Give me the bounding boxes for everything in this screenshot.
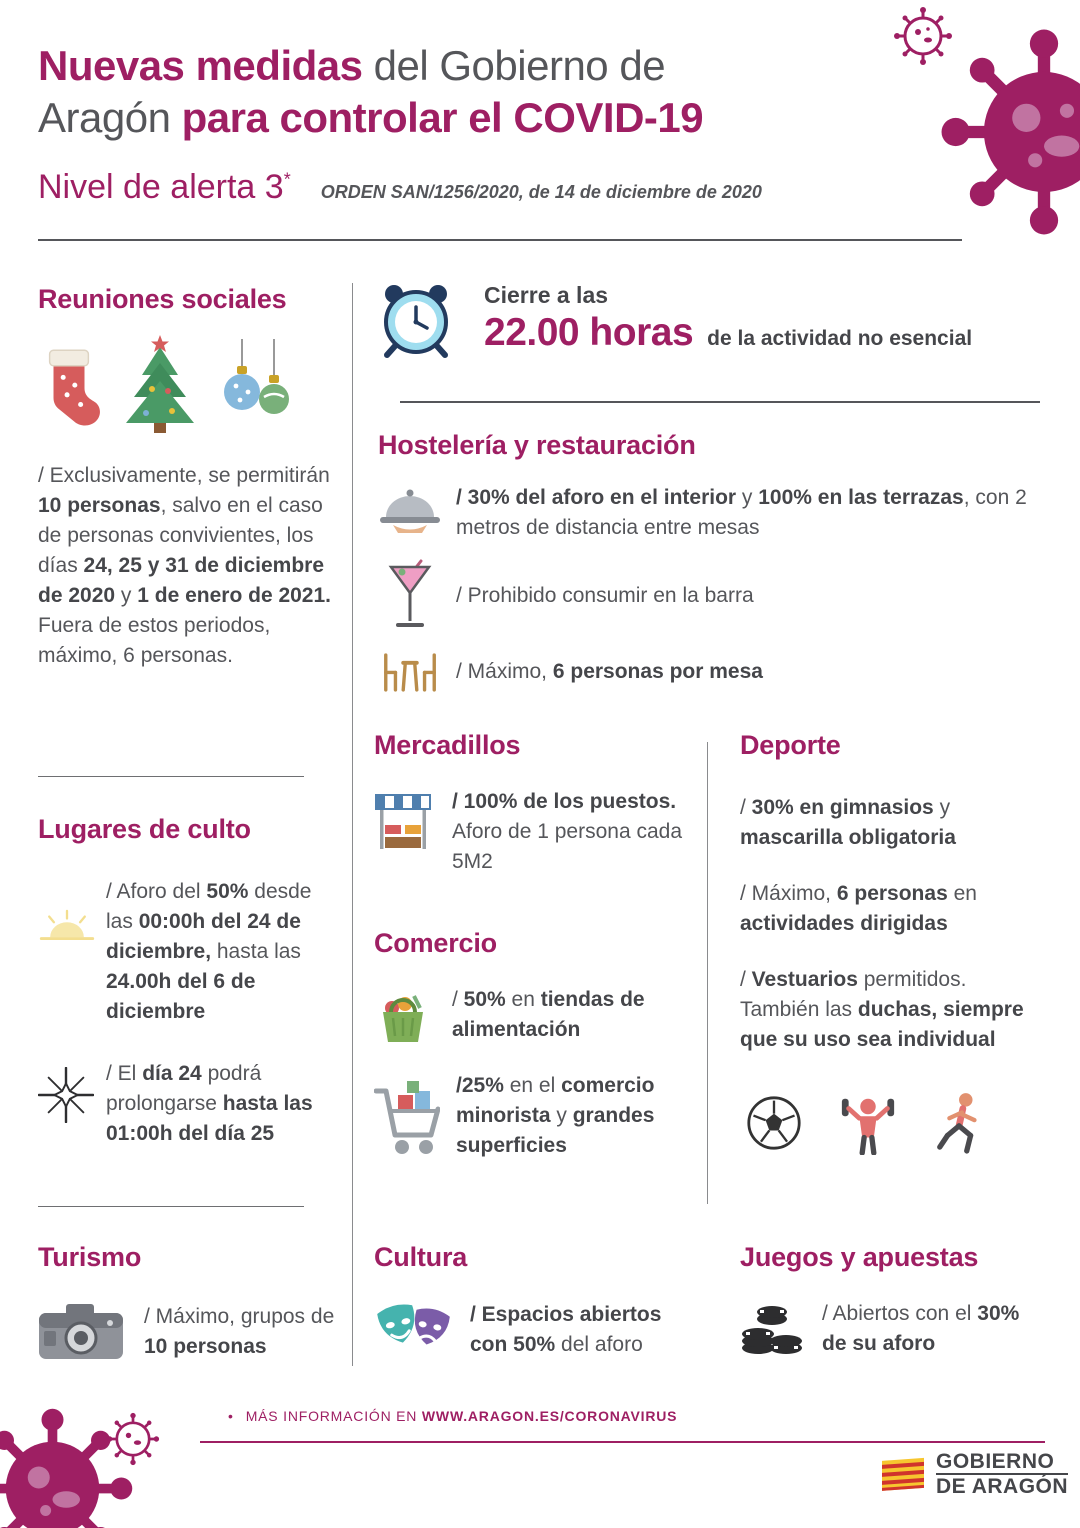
- section-mercadillos: [374, 730, 686, 877]
- culto-title: Lugares de culto: [38, 814, 251, 844]
- section-comercio: [374, 928, 692, 1161]
- cierre-time: 22.00 horas: [484, 311, 694, 354]
- hosteleria-text-1: / 30% del aforo en el interior y 100% en las terrazas, con 2 metros de distancia entre mesas: [456, 486, 1027, 539]
- hosteleria-title: Hostelería y restauración: [378, 430, 696, 460]
- comercio-text-2: /25% en el comercio minorista y grandes superficies: [456, 1074, 655, 1157]
- title-highlight-1: Nuevas medidas: [38, 42, 363, 89]
- deporte-text-3: / Vestuarios permitidos. También las duchas, siempre que su uso sea individual: [740, 968, 1024, 1051]
- virus-icon: [938, 26, 1080, 238]
- page-title: Nuevas medidas del Gobierno de Aragón para controlar el COVID-19: [38, 42, 704, 141]
- footer-divider: [200, 1441, 1045, 1443]
- cierre-tail: de la actividad no esencial: [707, 327, 973, 350]
- culto-item: [38, 877, 342, 1027]
- coronavirus-info-link[interactable]: WWW.ARAGON.ES/CORONAVIRUS: [421, 1408, 678, 1424]
- divider: [400, 401, 1040, 403]
- shopping-cart-icon: [374, 1079, 440, 1159]
- juegos-item: [740, 1299, 1046, 1359]
- market-stall-icon: [374, 791, 432, 853]
- gobierno-aragon-logo: [880, 1450, 1068, 1498]
- running-icon: [934, 1091, 986, 1155]
- cultura-item: [374, 1299, 692, 1361]
- alert-level: Nivel de alerta 3*: [38, 168, 291, 206]
- ornaments-icon: [220, 339, 294, 435]
- christmas-icons-row: [38, 331, 338, 435]
- comercio-item: [374, 985, 692, 1045]
- column-divider-right: [707, 742, 708, 1204]
- hosteleria-text-3: / Máximo, 6 personas por mesa: [456, 659, 763, 683]
- logo-text: GOBIERNO DE ARAGÓN: [936, 1450, 1069, 1498]
- reuniones-text: / Exclusivamente, se permitirán 10 personas, salvo en el caso de personas convivientes, los días 24, 25 y 31 de diciembre de 2020 y 1 de enero de 2021. Fuera de estos periodos, máximo, 6 personas.: [38, 464, 332, 667]
- section-lugares-de-culto: [38, 814, 342, 1149]
- aragon-flag-icon: [880, 1455, 926, 1493]
- camera-icon: [38, 1301, 124, 1363]
- comercio-text-1: / 50% en tiendas de alimentación: [452, 988, 645, 1041]
- section-cultura: [374, 1242, 692, 1361]
- footer-info-text: MÁS INFORMACIÓN EN WWW.ARAGON.ES/CORONAVIRUS: [245, 1408, 678, 1424]
- section-juegos-apuestas: [740, 1242, 1046, 1359]
- alert-asterisk: *: [283, 169, 291, 190]
- juegos-text: / Abiertos con el 30% de su aforo: [822, 1302, 1020, 1355]
- alarm-clock-icon: [378, 280, 454, 358]
- reuniones-title: Reuniones sociales: [38, 284, 287, 314]
- title-highlight-2: para controlar el COVID-19: [181, 94, 704, 141]
- grocery-basket-icon: [374, 986, 432, 1044]
- hosteleria-text-2: / Prohibido consumir en la barra: [456, 584, 754, 607]
- culto-item: [38, 1059, 342, 1149]
- section-cierre: [378, 280, 1042, 358]
- footer-info: [228, 1408, 677, 1424]
- order-reference: ORDEN SAN/1256/2020, de 14 de diciembre de 2020: [320, 182, 762, 202]
- soccer-ball-icon: [746, 1095, 802, 1151]
- poker-chips-icon: [740, 1301, 804, 1357]
- comercio-item: [374, 1071, 692, 1161]
- christmas-tree-icon: [116, 333, 204, 435]
- column-divider-left: [352, 283, 353, 1366]
- comercio-title: Comercio: [374, 928, 497, 958]
- deporte-text-1: / 30% en gimnasios y mascarilla obligatoria: [740, 796, 956, 849]
- christmas-stocking-icon: [38, 343, 100, 435]
- hosteleria-item: [378, 649, 1040, 694]
- divider: [38, 776, 304, 777]
- hosteleria-item: [378, 483, 1040, 543]
- mercadillos-text: / 100% de los puestos. Aforo de 1 persona cada 5M2: [452, 790, 682, 873]
- section-reuniones-sociales: [38, 284, 338, 671]
- section-deporte: [740, 730, 1042, 1155]
- divider: [38, 1206, 304, 1207]
- culto-text-2: / El día 24 podrá prolongarse hasta las 01:00h del día 25: [106, 1062, 313, 1145]
- culto-text-1: / Aforo del 50% desde las 00:00h del 24 de diciembre, hasta las 24.00h del 6 de diciembre: [106, 880, 312, 1023]
- theater-masks-icon: [374, 1299, 454, 1361]
- star-sparkle-icon: [38, 1059, 96, 1123]
- bullet: •: [228, 1408, 234, 1424]
- turismo-title: Turismo: [38, 1242, 142, 1272]
- section-hosteleria: [378, 430, 1040, 694]
- cultura-text: / Espacios abiertos con 50% del aforo: [470, 1303, 662, 1356]
- juegos-title: Juegos y apuestas: [740, 1242, 979, 1272]
- mercadillos-title: Mercadillos: [374, 730, 521, 760]
- weightlifting-icon: [838, 1091, 898, 1155]
- header-divider: [38, 239, 962, 241]
- hosteleria-item: [378, 559, 1040, 633]
- cierre-lead: Cierre a las: [484, 282, 609, 308]
- turismo-text: / Máximo, grupos de 10 personas: [144, 1305, 335, 1358]
- cultura-title: Cultura: [374, 1242, 468, 1272]
- mercadillos-item: [374, 787, 686, 877]
- deporte-title: Deporte: [740, 730, 841, 760]
- section-turismo: [38, 1242, 342, 1363]
- table-chairs-icon: [378, 649, 442, 694]
- sport-icons-row: [740, 1091, 1042, 1155]
- deporte-text-2: / Máximo, 6 personas en actividades dirigidas: [740, 882, 977, 935]
- turismo-item: [38, 1301, 342, 1363]
- sun-icon: [38, 877, 96, 941]
- cloche-icon: [378, 483, 442, 535]
- virus-outline-icon: [106, 1412, 160, 1466]
- header: [38, 40, 898, 207]
- cocktail-icon: [378, 559, 442, 633]
